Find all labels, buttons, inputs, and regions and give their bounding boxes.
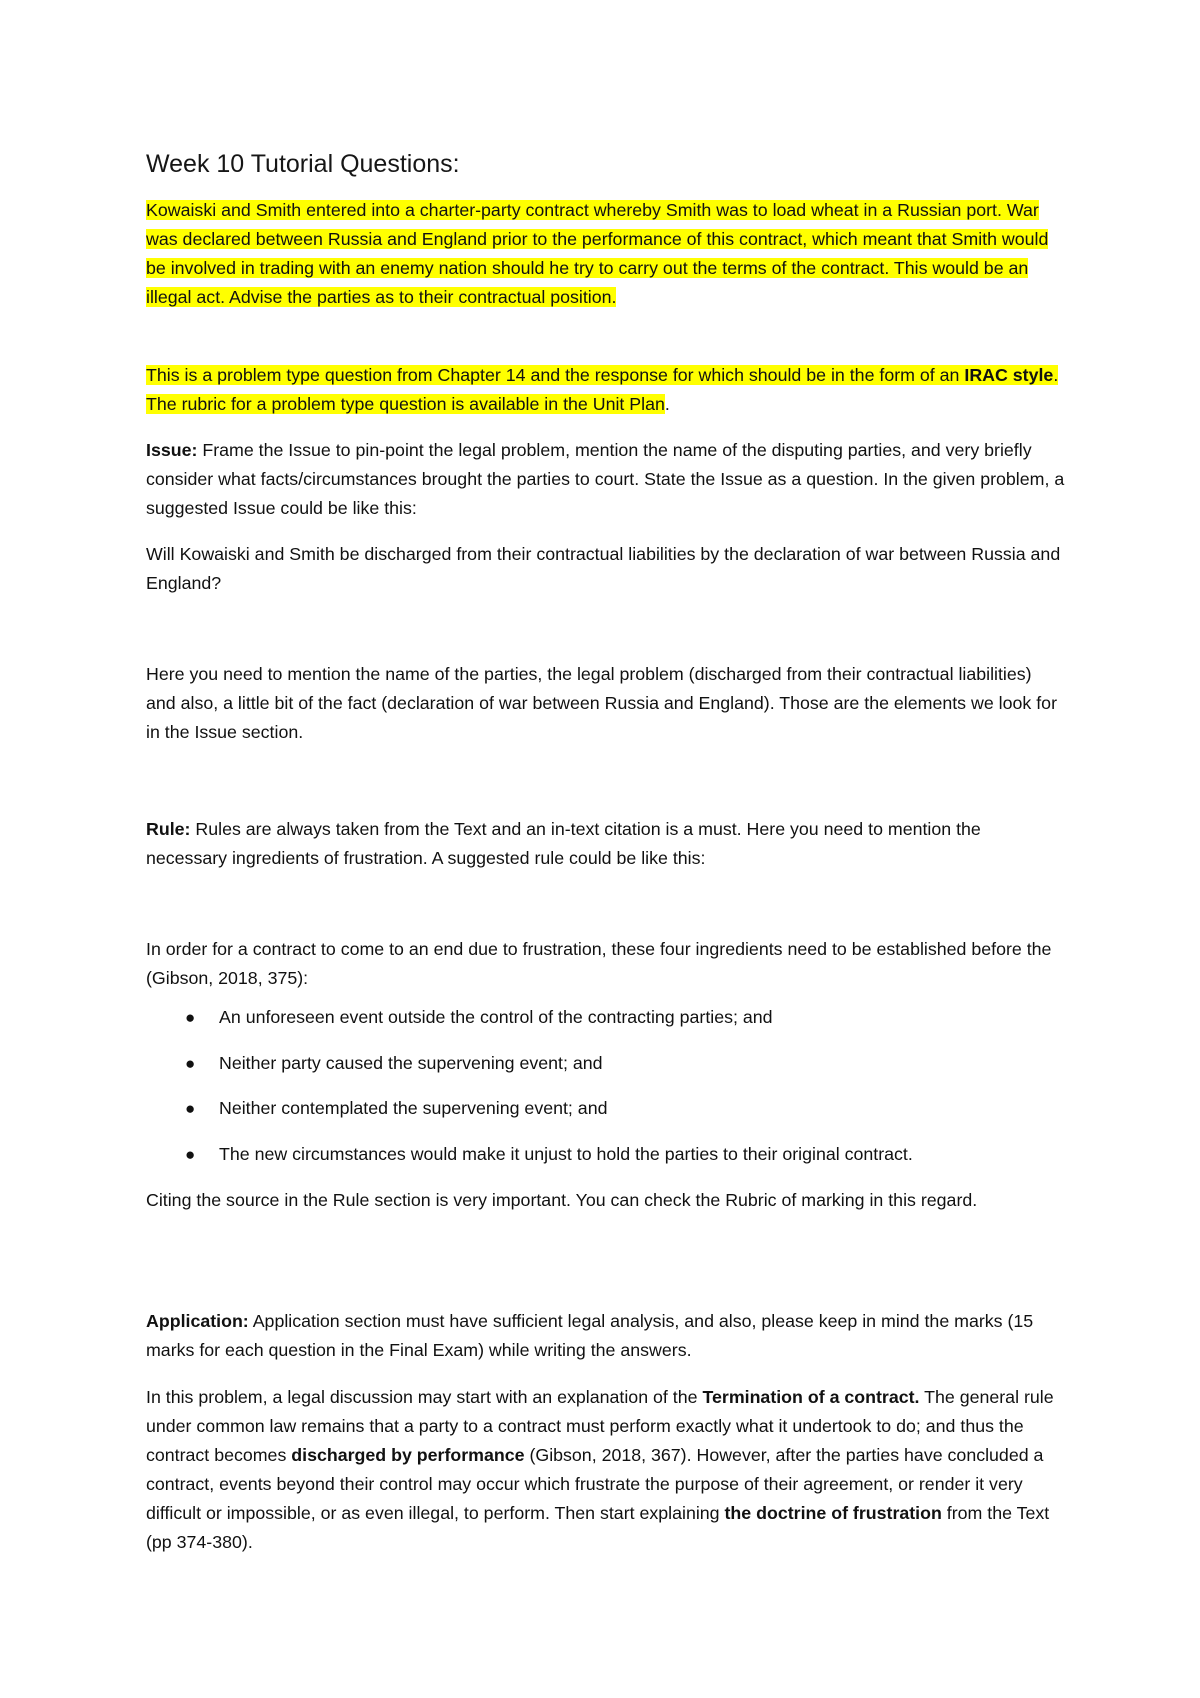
list-item xyxy=(146,1140,1066,1186)
issue-explanation: Here you need to mention the name of the parties, the legal problem (discharged from their contractual liabilities) and also, a little bit of the fact (declaration of war between Russia and England). Those are the elements we look for in the Issue section. xyxy=(146,664,1057,742)
issue-text: Frame the Issue to pin-point the legal problem, mention the name of the disputing parties, and very briefly consider what facts/circumstances brought the parties to court. State the Issue as a question. In the given problem, a suggested Issue could be like this: xyxy=(146,440,1065,518)
discharged-bold: discharged by performance xyxy=(291,1445,525,1465)
rule-paragraph xyxy=(146,815,1066,873)
rule-text: Rules are always taken from the Text and an in-text citation is a must. Here you need to mention the necessary ingredients of frustration. A suggested rule could be like this: xyxy=(146,819,981,868)
bullet-icon: ● xyxy=(185,1099,196,1118)
discussion-text-1: In this problem, a legal discussion may start with an explanation of the xyxy=(146,1387,703,1407)
list-item-text: An unforeseen event outside the control of the contracting parties; and xyxy=(219,1007,773,1027)
application-label: Application: xyxy=(146,1311,249,1331)
note-highlight xyxy=(146,365,1058,414)
bullet-icon: ● xyxy=(185,1144,196,1164)
issue-label: Issue: xyxy=(146,440,198,460)
note-text-3: . xyxy=(664,394,670,414)
issue-example: Will Kowaiski and Smith be discharged from their contractual liabilities by the declaration of war between Russia and England? xyxy=(146,544,1061,593)
note-text-1: This is a problem type question from Chapter 14 and the response for which should be in the form of an xyxy=(146,365,965,385)
list-item-text: The new circumstances would make it unjust to hold the parties to their original contract. xyxy=(219,1143,913,1164)
bullet-icon: ● xyxy=(185,1008,196,1027)
rule-intro: In order for a contract to come to an end due to frustration, these four ingredients need to be established before the (Gibson, 2018, 375): xyxy=(146,939,1052,988)
list-item xyxy=(146,1049,1066,1095)
issue-paragraph xyxy=(146,436,1066,523)
doctrine-bold: the doctrine of frustration xyxy=(724,1503,942,1523)
discussion-text-4: from the Text (pp 374-380). xyxy=(146,1503,1050,1552)
rule-label: Rule: xyxy=(146,819,191,839)
question-highlight: Kowaiski and Smith entered into a charter-party contract whereby Smith was to load wheat in a Russian port. War was declared between Russia and England prior to the performance of this contract, which meant that Smith would be involved in trading with an enemy nation should he try to carry out the terms of the contract. This would be an illegal act. Advise the parties as to their contractual position. xyxy=(146,200,1049,307)
page-title: Week 10 Tutorial Questions: xyxy=(146,150,460,178)
list-item xyxy=(146,1094,1066,1140)
note-paragraph xyxy=(146,361,1066,419)
note-irac-bold: IRAC style xyxy=(964,365,1054,385)
question-paragraph xyxy=(146,196,1066,312)
bullet-icon: ● xyxy=(185,1053,196,1073)
list-item-text: Neither party caused the supervening event; and xyxy=(219,1052,603,1073)
list-item xyxy=(146,1003,1066,1049)
application-discussion xyxy=(146,1383,1066,1557)
frustration-ingredients-list xyxy=(146,1003,1066,1185)
application-paragraph xyxy=(146,1307,1066,1365)
termination-bold: Termination of a contract. xyxy=(702,1387,920,1407)
discussion-text-2: The general rule under common law remains that a party to a contract must perform exactly what it undertook to do; and thus the contract becomes xyxy=(146,1387,1054,1465)
note-text-2: . The rubric for a problem type question is available in the Unit Plan xyxy=(146,365,1059,414)
citing-note: Citing the source in the Rule section is very important. You can check the Rubric of marking in this regard. xyxy=(146,1190,978,1210)
application-text: Application section must have sufficient legal analysis, and also, please keep in mind the marks (15 marks for each question in the Final Exam) while writing the answers. xyxy=(146,1311,1034,1360)
list-item-text: Neither contemplated the supervening event; and xyxy=(219,1098,608,1118)
discussion-text-3: (Gibson, 2018, 367). However, after the parties have concluded a contract, events beyond their control may occur which frustrate the purpose of their agreement, or render it very difficult or impossible, or as even illegal, to perform. Then start explaining xyxy=(146,1445,1044,1523)
